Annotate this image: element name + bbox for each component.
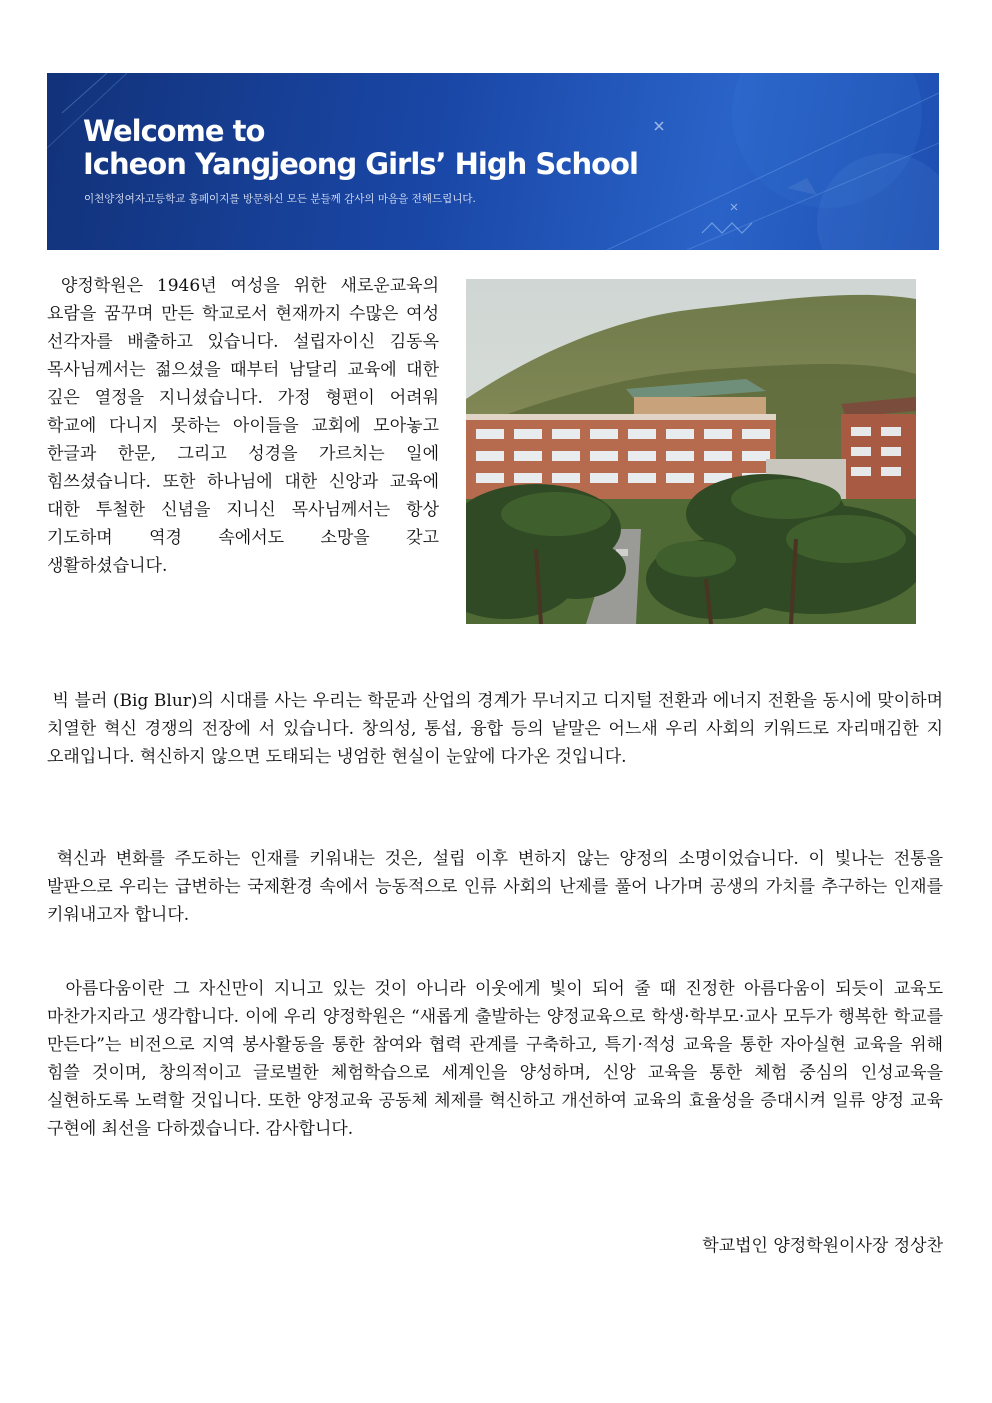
banner-title-line2: Icheon Yangjeong Girls’ High School [83,147,638,181]
signature: 학교법인 양정학원이사장 정상찬 [702,1236,943,1256]
banner-title-line1: Welcome to [83,114,265,148]
welcome-banner [47,73,939,250]
banner-subtitle: 이천양정여자고등학교 홈페이지를 방문하신 모든 분들께 감사의 마음을 전해드립니다. [84,193,476,205]
school-building-photo [466,279,916,624]
big-blur-paragraph: 빅 블러 (Big Blur)의 시대를 사는 우리는 학문과 산업의 경계가 무너지고 디지털 전환과 에너지 전환을 동시에 맞이하며 치열한 혁신 경쟁의 전장에 서 있습니다. 창의성, 통섭, 융합 등의 낱말은 어느새 우리 사회의 키워드로 자리매김한 지 오래입니다. 혁신하지 않으면 도태되는 냉엄한 현실이 눈앞에 다가온 것입니다. [47,691,943,767]
mission-paragraph: 혁신과 변화를 주도하는 인재를 키워내는 것은, 설립 이후 변하지 않는 양정의 소명이었습니다. 이 빛나는 전통을 발판으로 우리는 급변하는 국제환경 속에서 능동적으로 인류 사회의 난제를 풀어 나가며 공생의 가치를 추구하는 인재를 키워내고자 합니다. [47,849,943,925]
intro-paragraph: 양정학원은 1946년 여성을 위한 새로운교육의 요람을 꿈꾸며 만든 학교로서 현재까지 수많은 여성 선각자를 배출하고 있습니다. 설립자이신 김동옥 목사님께서는 젊으셨을 때부터 남달리 교육에 대한 깊은 열정을 지니셨습니다. 가정 형편이 어려워 학교에 다니지 못하는 아이들을 교회에 모아놓고 한글과 한문, 그리고 성경을 가르치는 일에 힘쓰셨습니다. 또한 하나님에 대한 신앙과 교육에 대한 투철한 신념을 지니신 목사님께서는 항상 기도하며 역경 속에서도 소망을 갖고 생활하셨습니다. [47,276,439,576]
vision-paragraph: 아름다움이란 그 자신만이 지니고 있는 것이 아니라 이웃에게 빛이 되어 줄 때 진정한 아름다움이 되듯이 교육도 마찬가지라고 생각합니다. 이에 우리 양정학원은 “새롭게 출발하는 양정교육으로 학생·학부모·교사 모두가 행복한 학교를 만든다”는 비전으로 지역 봉사활동을 통한 참여와 협력 관계를 구축하고, 특기·적성 교육을 통한 자아실현 교육을 위해 힘쓸 것이며, 창의적이고 글로벌한 체험학습으로 세계인을 양성하며, 신앙 교육을 통한 체험 중심의 인성교육을 실현하도록 노력할 것입니다. 또한 양정교육 공동체 체제를 혁신하고 개선하여 교육의 효율성을 증대시켜 일류 양정 교육 구현에 최선을 다하겠습니다. 감사합니다. [47,979,943,1139]
